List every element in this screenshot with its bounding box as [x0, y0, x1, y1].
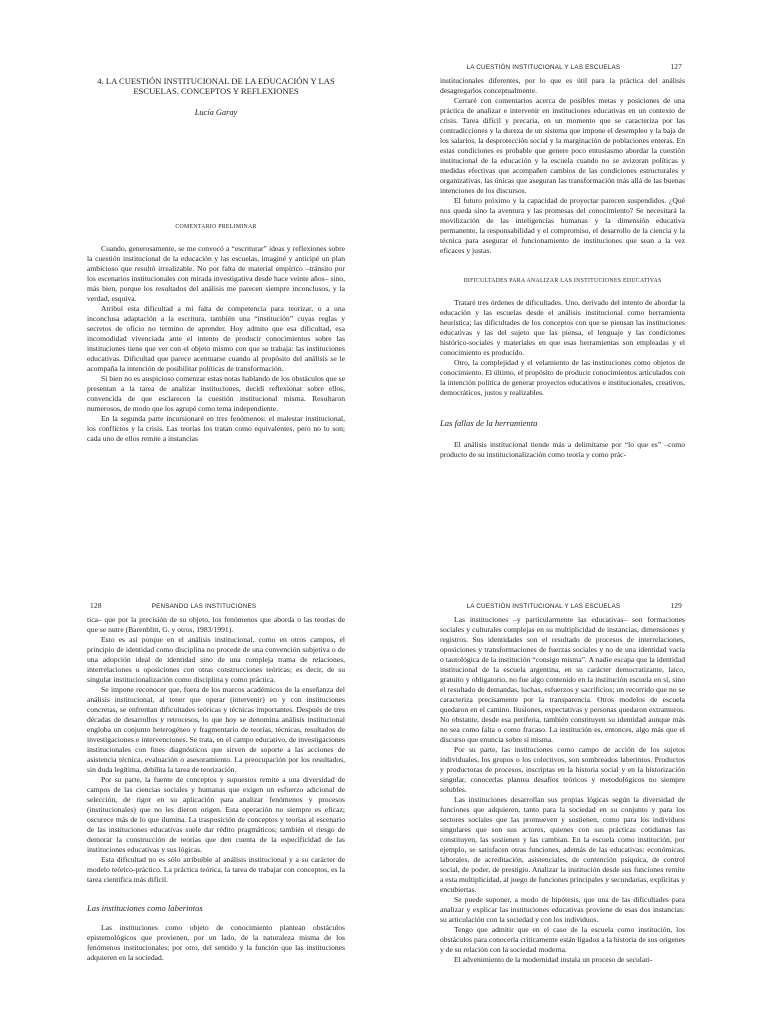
paragraph: Otro, la complejidad y el velamiento de las instituciones como objetos de conocimiento. El último, el propósito de producir conocimientos articulados con la intención política de generar proyectos educativos e institucionales, creativos, democráticos, justos y realizables.: [440, 358, 685, 397]
running-head: [87, 601, 345, 610]
paragraph: Cerraré con comentarios acerca de posibles metas y posiciones de una práctica de analizar e intervenir en instituciones educativas en un contexto de crisis. Tarea difícil y precaria, en un momento que se caracteriza por las contradicciones y la dureza de un sistema que impone el desempleo y la baja de los salarios, la desprotección social y la marginación de poblaciones enteras. En estas condiciones es probable que genere poco entusiasmo abordar la cuestión institucional de la educación y la escuela cuando no se avizoran políticas y medidas efectivas que acompañen cambios de las condiciones estructurales y organizativas, las únicas que aseguran las transformación más allá de las buenas intenciones de los discursos.: [440, 96, 685, 195]
paragraph: Las instituciones desarrollan sus propias lógicas según la diversidad de funciones que adquieren, tanto para la sociedad en su conjunto y para los sectores sociales que las promueven y sostienen, como para los individuos singulares que son sus actores, quienes con sus prácticas cotidianas las constituyen, las sostienen y las cambian. En la escuela como institución, por ejemplo, se satisfacen otras funciones, además de las educativas: económicas, laborales, de acreditación, asistenciales, de contención psíquica, de control social, de poder, de prestigio. Analizar la institución desde sus funciones remite a esta multiplicidad, al juego de funciones principales y secundarias, explícitas y encubiertas.: [440, 795, 685, 894]
page-number: 128: [90, 601, 102, 610]
paragraph: Esta dificultad no es sólo atribuible al análisis institucional y a su carácter de modelo teórico-práctico. La práctica teórica, la tarea de trabajar con conceptos, es la tarea científica más difícil.: [87, 855, 345, 884]
paragraph: Trataré tres órdenes de dificultades. Uno, derivado del intento de abordar la educación y las escuelas desde el análisis institucional como herramienta heurística; las dificultades de los conceptos con que se piensan las instituciones educativas y las del sujeto que las piensa, el lenguaje y las condiciones histórico-sociales y materiales en que esas herramientas son empleadas y el conocimiento es producido.: [440, 298, 685, 357]
paragraph: Tengo que admitir que en el caso de la escuela como institución, los obstáculos para conocerla críticamente están ligados a la historia de sus orígenes y de su relación con la sociedad moderna.: [440, 925, 685, 954]
paragraph: Se impone reconocer que, fuera de los marcos académicos de la enseñanza del análisis institucional, al tener que operar (intervenir) en y con instituciones concretas, se enfrentan dificultades teóricas y técnicas importantes. Después de tres décadas de desarrollos y retrocesos, lo que hoy se denomina análisis institucional engloba un conjunto heterogéneo y fragmentario de teorías, técnicas, resultados de investigaciones e intervenciones. Se trata, en el campo educativo, de investigaciones institucionales con fines diagnósticos que sirven de soporte a las acciones de asistencia técnica, evaluación o asesoramiento. La preocupación por los resultados, sin duda legítima, debilita la tarea de teorización.: [87, 685, 345, 774]
paragraph: Se puede suponer, a modo de hipótesis, que una de las dificultades para analizar y explicar las instituciones educativas proviene de esas dos instancias: su articulación con la sociedad y con los individuos.: [440, 895, 685, 924]
paragraph: Por su parte, la fuente de conceptos y supuestos remite a una diversidad de campos de las ciencias sociales y humanas que exigen un esfuerzo adicional de selección, de rigor en su aplicación para analizar fenómenos y procesos (institucionales) que no les dieron origen. Esta operación no siempre es eficaz; oscurece más de lo que ilumina. La trasposición de conceptos y teorías al escenario de las instituciones educativas suele dar rédito pragmáticos; también el riesgo de demorar la construcción de teorías que den cuenta de la especificidad de las instituciones educativas y sus lógicas.: [87, 775, 345, 854]
paragraph: En la segunda parte incursionaré en tres fenómenos: el malestar institucional, los conflictos y la crisis. Las teorías los tratan como equivalentes, pero no lo son; cada uno de ellos remite a instancias: [87, 414, 345, 443]
page-body: [440, 615, 685, 965]
paragraph: Por su parte, las instituciones como campo de acción de los sujetos individuales, los grupos o los colectivos, son sombreados laberintos. Productos y productoras de procesos, inscriptas en la historia social y en la historización singular, conocerlas plantea desafíos teóricos y metodológicos no siempre solubles.: [440, 745, 685, 794]
running-head: [440, 601, 685, 610]
page-body: [440, 76, 685, 460]
running-head: [440, 62, 685, 71]
running-head-title: LA CUESTIÓN INSTITUCIONAL Y LAS ESCUELAS: [466, 603, 621, 610]
page-127: [440, 62, 685, 517]
page-number: 127: [670, 62, 682, 71]
paragraph: institucionales diferentes, por lo que es útil para la práctica del análisis desagregarlos conceptualmente.: [440, 76, 685, 95]
page-129: [440, 601, 685, 1024]
subsection-heading: Las fallas de la herramienta: [440, 418, 538, 428]
paragraph: Atribuí esta dificultad a mi falta de competencia para teorizar, o a una inconclusa adaptación a la escritura, también una “institución” cuyas reglas y secretos de oficio no termino de aprender. Hoy admito que esa dificultad, esa incomodidad vivenciada ante el intento de producir conocimientos sobre las instituciones tiene que ver con el objeto mismo con que se trabaja: las instituciones educativas. Dificultad que parece acentuarse cuando al propósito del análisis se le acompaña la intención de posibilitar políticas de transformación.: [87, 304, 345, 373]
section-heading: COMENTARIO PRELIMINAR: [175, 224, 257, 230]
paragraph: tica– que por la precisión de su objeto, los fenómenos que aborda o las teorías de que se nutre (Barenblitt, G. y otros, 1983/1991).: [87, 615, 345, 634]
page-126: [87, 62, 345, 517]
paragraph: El futuro próximo y la capacidad de proyectar parecen suspendidos. ¿Qué nos queda sino la aventura y las promesas del conocimiento? Se necesitará la movilización de las inteligencias humanas y la dimensión educativa permanente, la responsabilidad y el compromiso, el desarrollo de la ciencia y la técnica para asegurar el funcionamiento de instituciones que sean a la vez eficaces y justas.: [440, 196, 685, 255]
author-name: Lucía Garay: [194, 108, 238, 117]
page-number: 129: [670, 601, 682, 610]
paragraph: Esto es así porque en el análisis institucional, como en otros campos, el principio de identidad como disciplina no procede de una convención subjetiva o de una adopción ideal de identidad sino de una compleja trama de relaciones, interrelaciones u oposiciones con otras construcciones teóricas; es decir, de su singular institucionalización como disciplina y como práctica.: [87, 635, 345, 684]
subsection-heading: Las instituciones como laberintos: [87, 903, 203, 913]
paragraph: El análisis institucional tiende más a delimitarse por “lo que es” –como producto de su institucionalización como teoría y como prác-: [440, 440, 685, 459]
paragraph: Las instituciones –y particularmente las educativas– son formaciones sociales y culturales complejas en su multiplicidad de instancias, dimensiones y registros. Sus identidades son el resultado de procesos de interrelaciones, oposiciones y transformaciones de fuerzas sociales y no de una identidad vacía o tautológica de la institución “consigo misma”. A nadie escapa que la identidad institucional de la escuela argentina, en su carácter democratizante, laico, gratuito y obligatorio, no fue algo contenido en la institución escuela en sí, sino el resultado de demandas, luchas, esfuerzos y sacrificios; un recorrido que no se caracteriza precisamente por la transparencia. Otros modelos de escuela quedaron en el camino. Ilusiones, expectativas y personas quedaron extramuros. No obstante, desde esa periferia, también constituyen su identidad aunque más no sea como falta o como fracaso. La institución es, entonces, algo más que el discurso que enuncia sobre sí misma.: [440, 615, 685, 744]
page-128: [87, 601, 345, 1024]
page-body: [87, 244, 345, 444]
running-head-title: PENSANDO LAS INSTITUCIONES: [151, 603, 257, 610]
paragraph: El advenimiento de la modernidad instala un proceso de seculari-: [454, 955, 653, 964]
section-heading: DIFICULTADES PARA ANALIZAR LAS INSTITUCIONES EDUCATIVAS: [463, 278, 662, 284]
running-head-title: LA CUESTIÓN INSTITUCIONAL Y LAS ESCUELAS: [466, 64, 621, 71]
paragraph: Las instituciones como objeto de conocimiento plantean obstáculos epistemológicos que provienen, por un lado, de la naturaleza misma de los fenómenos institucionales; por otro, del sentido y la función que las instituciones adquieren en la sociedad.: [87, 923, 345, 962]
paragraph: Cuando, generosamente, se me convocó a “escriturar” ideas y reflexiones sobre la cuestión institucional de la educación y las escuelas, imaginé y anticipé un plan ambicioso que resultó irrealizable. No por falta de material empírico –tránsito por los escenarios institucionales con mirada investigativa desde hace veinte años– sino, más bien, porque los resultados del análisis me parecen siempre inconclusos, y la verdad, esquiva.: [87, 244, 345, 303]
chapter-title: 4. LA CUESTIÓN INSTITUCIONAL DE LA EDUCACIÓN Y LAS ESCUELAS. CONCEPTOS Y REFLEXIONES: [97, 76, 335, 96]
paragraph: Si bien no es auspicioso comenzar estas notas hablando de los obstáculos que se presentan a la tarea de analizar instituciones, decidí reflexionar sobre ellos, convencida de que esclarecen la cuestión institucional misma. Resultaron numerosos, de modo que los agrupé como tema independiente.: [87, 374, 345, 413]
page-body: [87, 615, 345, 963]
